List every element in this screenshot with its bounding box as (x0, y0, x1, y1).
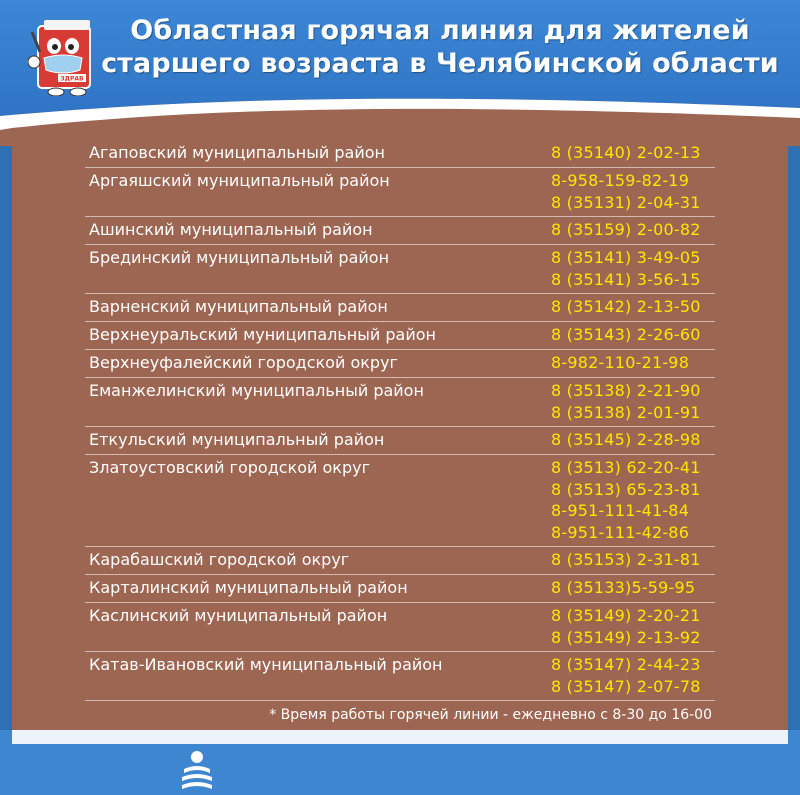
district-name: Верхнеуфалейский городской округ (89, 353, 398, 372)
footer-band (12, 730, 788, 744)
table-row (85, 455, 715, 547)
phone-number: 8 (35143) 2-26-60 (551, 325, 701, 344)
table-row (85, 168, 715, 217)
district-name: Еткульский муниципальный район (89, 430, 385, 449)
district-name: Каслинский муниципальный район (89, 606, 388, 625)
table-row (85, 322, 715, 350)
phone-number: 8 (3513) 62-20-41 (551, 458, 701, 477)
district-name: Аргаяшский муниципальный район (89, 171, 390, 190)
district-phones (545, 429, 715, 451)
phone-number: 8 (35141) 3-56-15 (551, 269, 701, 289)
table-row (85, 427, 715, 455)
district-name: Карталинский муниципальный район (89, 578, 408, 597)
footer (0, 730, 800, 795)
phone-number: 8 (35138) 2-21-90 (551, 381, 701, 400)
hotline-table (85, 140, 715, 701)
district-phones (545, 142, 715, 164)
district-phones (545, 654, 715, 697)
phone-number: 8 (35145) 2-28-98 (551, 430, 701, 449)
table-row (85, 652, 715, 701)
table-row (85, 350, 715, 378)
table-row (85, 217, 715, 245)
title-line-1: Областная горячая линия для жителей (130, 15, 750, 46)
phone-number: 8 (35133)5-59-95 (551, 578, 696, 597)
district-phones (545, 380, 715, 423)
phone-number: 8 (35142) 2-13-50 (551, 297, 701, 316)
phone-number: 8-951-111-41-84 (551, 501, 690, 520)
table-row (85, 294, 715, 322)
phone-number: 8 (35153) 2-31-81 (551, 550, 701, 569)
phone-number: 8 (35149) 2-20-21 (551, 606, 701, 625)
district-phones (545, 296, 715, 318)
district-name: Катав-Ивановский муниципальный район (89, 655, 443, 674)
district-phones (545, 549, 715, 571)
district-name: Агаповский муниципальный район (89, 143, 385, 162)
district-name: Ашинский муниципальный район (89, 220, 373, 239)
phone-number: 8-951-111-42-86 (551, 522, 690, 542)
table-row (85, 140, 715, 168)
table-row (85, 378, 715, 427)
phone-number: 8 (35131) 2-04-31 (551, 192, 701, 212)
phone-number: 8 (35159) 2-00-82 (551, 220, 701, 239)
district-name: Варненский муниципальный район (89, 297, 388, 316)
phone-number: 8-958-159-82-19 (551, 171, 690, 190)
header-wave-divider (0, 86, 800, 146)
book-mascot-icon (28, 12, 106, 96)
district-phones (545, 247, 715, 290)
table-row (85, 547, 715, 575)
district-phones (545, 352, 715, 374)
phone-number: 8 (35149) 2-13-92 (551, 627, 701, 647)
district-phones (545, 605, 715, 648)
district-phones (545, 324, 715, 346)
phone-number: 8-982-110-21-98 (551, 353, 690, 372)
district-phones (545, 457, 715, 543)
table-row (85, 245, 715, 294)
phone-number: 8 (35141) 3-49-05 (551, 248, 701, 267)
phone-number: 8 (35147) 2-07-78 (551, 676, 701, 696)
working-hours-note: * Время работы горячей линии - ежедневно с 8-30 до 16-00 (269, 707, 712, 723)
phone-number: 8 (35147) 2-44-23 (551, 655, 701, 674)
mascot-badge-text: ЗДРАВ (60, 75, 84, 83)
table-row (85, 575, 715, 603)
district-phones (545, 577, 715, 599)
org-logo-icon (178, 747, 216, 795)
district-name: Златоустовский городской округ (89, 458, 370, 477)
phone-number: 8 (35140) 2-02-13 (551, 143, 701, 162)
district-phones (545, 170, 715, 213)
title-line-2: старшего возраста в Челябинской области (101, 48, 779, 79)
phone-number: 8 (3513) 65-23-81 (551, 479, 701, 499)
district-name: Брединский муниципальный район (89, 248, 390, 267)
phone-number: 8 (35138) 2-01-91 (551, 402, 701, 422)
district-phones (545, 219, 715, 241)
district-name: Еманжелинский муниципальный район (89, 381, 424, 400)
page-title (100, 14, 780, 80)
district-name: Верхнеуральский муниципальный район (89, 325, 436, 344)
district-name: Карабашский городской округ (89, 550, 350, 569)
table-row (85, 603, 715, 652)
